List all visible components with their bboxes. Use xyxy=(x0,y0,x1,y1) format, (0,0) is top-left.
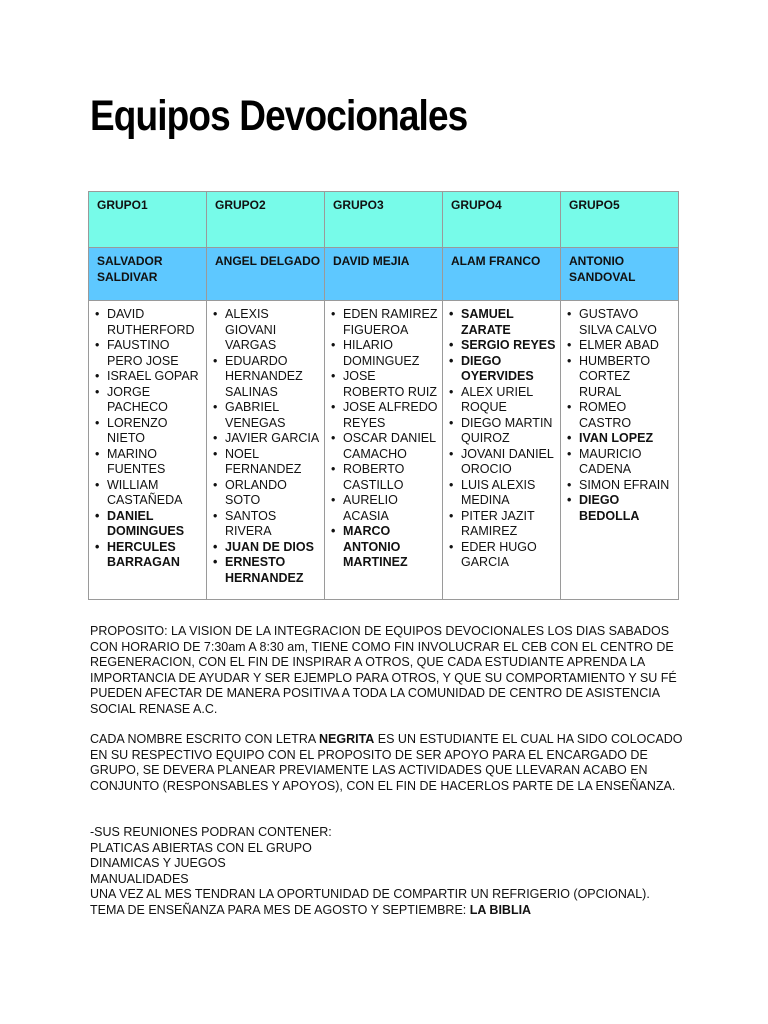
member-item: • ERNESTO HERNANDEZ xyxy=(213,555,320,586)
member-item: • JOSE ALFREDO REYES xyxy=(331,400,438,431)
member-item: • ROMEO CASTRO xyxy=(567,400,674,431)
member-list xyxy=(331,307,438,571)
member-item: • SANTOS RIVERA xyxy=(213,509,320,540)
member-item: • MARINO FUENTES xyxy=(95,447,202,478)
group-header-label: GRUPO1 xyxy=(97,198,148,212)
member-item: • ALEX URIEL ROQUE xyxy=(449,385,556,416)
groups-table xyxy=(88,191,679,600)
group-leader-row xyxy=(89,248,679,301)
theme-line xyxy=(90,903,690,919)
note-bold-word: NEGRITA xyxy=(318,732,375,746)
member-list xyxy=(213,307,320,586)
group-members-cell xyxy=(207,301,325,600)
member-item: • LORENZO NIETO xyxy=(95,416,202,447)
member-item: • NOEL FERNANDEZ xyxy=(213,447,320,478)
group-leader-cell xyxy=(443,248,561,301)
meetings-heading: -SUS REUNIONES PODRAN CONTENER: xyxy=(90,825,332,839)
note-text-after: ES UN ESTUDIANTE EL CUAL HA SIDO COLOCADO EN SU RESPECTIVO EQUIPO CON EL PROPOSITO DE SER APOYO PARA EL ENCARGADO DE GRUPO, SE DEVERA PLANEAR PREVIAMENTE LAS ACTIVIDADES QUE LLEVARAN ACABO EN CONJUNTO (RESPONSABLES Y APOYOS), CON EL FIN DE HACERLOS PARTE DE LA ENSEÑANZA. xyxy=(90,732,683,793)
member-item: • MARCO ANTONIO MARTINEZ xyxy=(331,524,438,571)
group-members-cell xyxy=(89,301,207,600)
group-leader-name: SALVADOR SALDIVAR xyxy=(97,254,163,284)
group-leader-cell xyxy=(207,248,325,301)
member-list xyxy=(449,307,556,571)
member-list xyxy=(95,307,202,571)
member-item: • SAMUEL ZARATE xyxy=(449,307,556,338)
meetings-item: UNA VEZ AL MES TENDRAN LA OPORTUNIDAD DE COMPARTIR UN REFRIGERIO (OPCIONAL). xyxy=(90,887,650,902)
group-members-cell xyxy=(561,301,679,600)
meetings-item: MANUALIDADES xyxy=(90,871,189,886)
member-item: • WILLIAM CASTAÑEDA xyxy=(95,478,202,509)
meetings-item: DINAMICAS Y JUEGOS xyxy=(90,856,226,871)
note-paragraph xyxy=(90,732,690,794)
member-item: • DANIEL DOMINGUES xyxy=(95,509,202,540)
group-header-cell xyxy=(561,192,679,248)
member-item: • JUAN DE DIOS xyxy=(213,540,320,556)
group-header-cell xyxy=(207,192,325,248)
meetings-section xyxy=(90,825,690,919)
group-header-label: GRUPO2 xyxy=(215,198,266,212)
member-item: • OSCAR DANIEL CAMACHO xyxy=(331,431,438,462)
member-item: • GABRIEL VENEGAS xyxy=(213,400,320,431)
member-item: • GUSTAVO SILVA CALVO xyxy=(567,307,674,338)
member-item: • ALEXIS GIOVANI VARGAS xyxy=(213,307,320,354)
group-leader-name: DAVID MEJIA xyxy=(333,254,410,268)
member-item: • ISRAEL GOPAR xyxy=(95,369,202,385)
member-item: • HUMBERTO CORTEZ RURAL xyxy=(567,354,674,401)
member-item: • ELMER ABAD xyxy=(567,338,674,354)
theme-value: LA BIBLIA xyxy=(469,902,532,917)
group-leader-cell xyxy=(561,248,679,301)
group-leader-name: ANGEL DELGADO xyxy=(215,254,321,268)
member-item: • IVAN LOPEZ xyxy=(567,431,674,447)
member-item: • AURELIO ACASIA xyxy=(331,493,438,524)
member-item: • JOVANI DANIEL OROCIO xyxy=(449,447,556,478)
purpose-paragraph: PROPOSITO: LA VISION DE LA INTEGRACION DE EQUIPOS DEVOCIONALES LOS DIAS SABADOS CON HORARIO DE 7:30am A 8:30 am, TIENE COMO FIN INVOLUCRAR EL CEB CON EL CENTRO DE REGENERACION, CON EL FIN DE INSPIRAR A OTROS, QUE CADA ESTUDIANTE APRENDA LA IMPORTANCIA DE AYUDAR Y SER EJEMPLO PARA OTROS, Y QUE SU COMPORTAMIENTO Y SU FÉ PUEDEN AFECTAR DE MANERA POSITIVA A TODA LA COMUNIDAD DE CENTRO DE ASISTENCIA SOCIAL RENASE A.C. xyxy=(90,624,677,716)
member-item: • EDUARDO HERNANDEZ SALINAS xyxy=(213,354,320,401)
member-list xyxy=(567,307,674,524)
group-header-cell xyxy=(89,192,207,248)
member-item: • JAVIER GARCIA xyxy=(213,431,320,447)
meetings-item: PLATICAS ABIERTAS CON EL GRUPO xyxy=(90,840,312,855)
group-members-row xyxy=(89,301,679,600)
member-item: • FAUSTINO PERO JOSE xyxy=(95,338,202,369)
member-item: • MAURICIO CADENA xyxy=(567,447,674,478)
group-leader-name: ANTONIO SANDOVAL xyxy=(569,254,636,284)
member-item: • DIEGO MARTIN QUIROZ xyxy=(449,416,556,447)
member-item: • HERCULES BARRAGAN xyxy=(95,540,202,571)
group-header-cell xyxy=(443,192,561,248)
member-item: • JOSE ROBERTO RUIZ xyxy=(331,369,438,400)
member-item: • PITER JAZIT RAMIREZ xyxy=(449,509,556,540)
member-item: • DIEGO BEDOLLA xyxy=(567,493,674,524)
member-item: • LUIS ALEXIS MEDINA xyxy=(449,478,556,509)
group-members-cell xyxy=(325,301,443,600)
note-text-before: CADA NOMBRE ESCRITO CON LETRA xyxy=(90,732,319,746)
group-header-cell xyxy=(325,192,443,248)
member-item: • EDEN RAMIREZ FIGUEROA xyxy=(331,307,438,338)
group-header-label: GRUPO3 xyxy=(333,198,384,212)
group-header-row xyxy=(89,192,679,248)
group-leader-cell xyxy=(89,248,207,301)
member-item: • DIEGO OYERVIDES xyxy=(449,354,556,385)
member-item: • SERGIO REYES xyxy=(449,338,556,354)
group-leader-cell xyxy=(325,248,443,301)
theme-label: TEMA DE ENSEÑANZA PARA MES DE AGOSTO Y SEPTIEMBRE: xyxy=(90,902,470,917)
member-item: • JORGE PACHECO xyxy=(95,385,202,416)
member-item: • HILARIO DOMINGUEZ xyxy=(331,338,438,369)
member-item: • DAVID RUTHERFORD xyxy=(95,307,202,338)
page-title: Equipos Devocionales xyxy=(90,92,468,140)
member-item: • ORLANDO SOTO xyxy=(213,478,320,509)
member-item: • ROBERTO CASTILLO xyxy=(331,462,438,493)
member-item: • EDER HUGO GARCIA xyxy=(449,540,556,571)
group-header-label: GRUPO4 xyxy=(451,198,502,212)
group-header-label: GRUPO5 xyxy=(569,198,620,212)
group-members-cell xyxy=(443,301,561,600)
member-item: • SIMON EFRAIN xyxy=(567,478,674,494)
group-leader-name: ALAM FRANCO xyxy=(451,254,541,268)
